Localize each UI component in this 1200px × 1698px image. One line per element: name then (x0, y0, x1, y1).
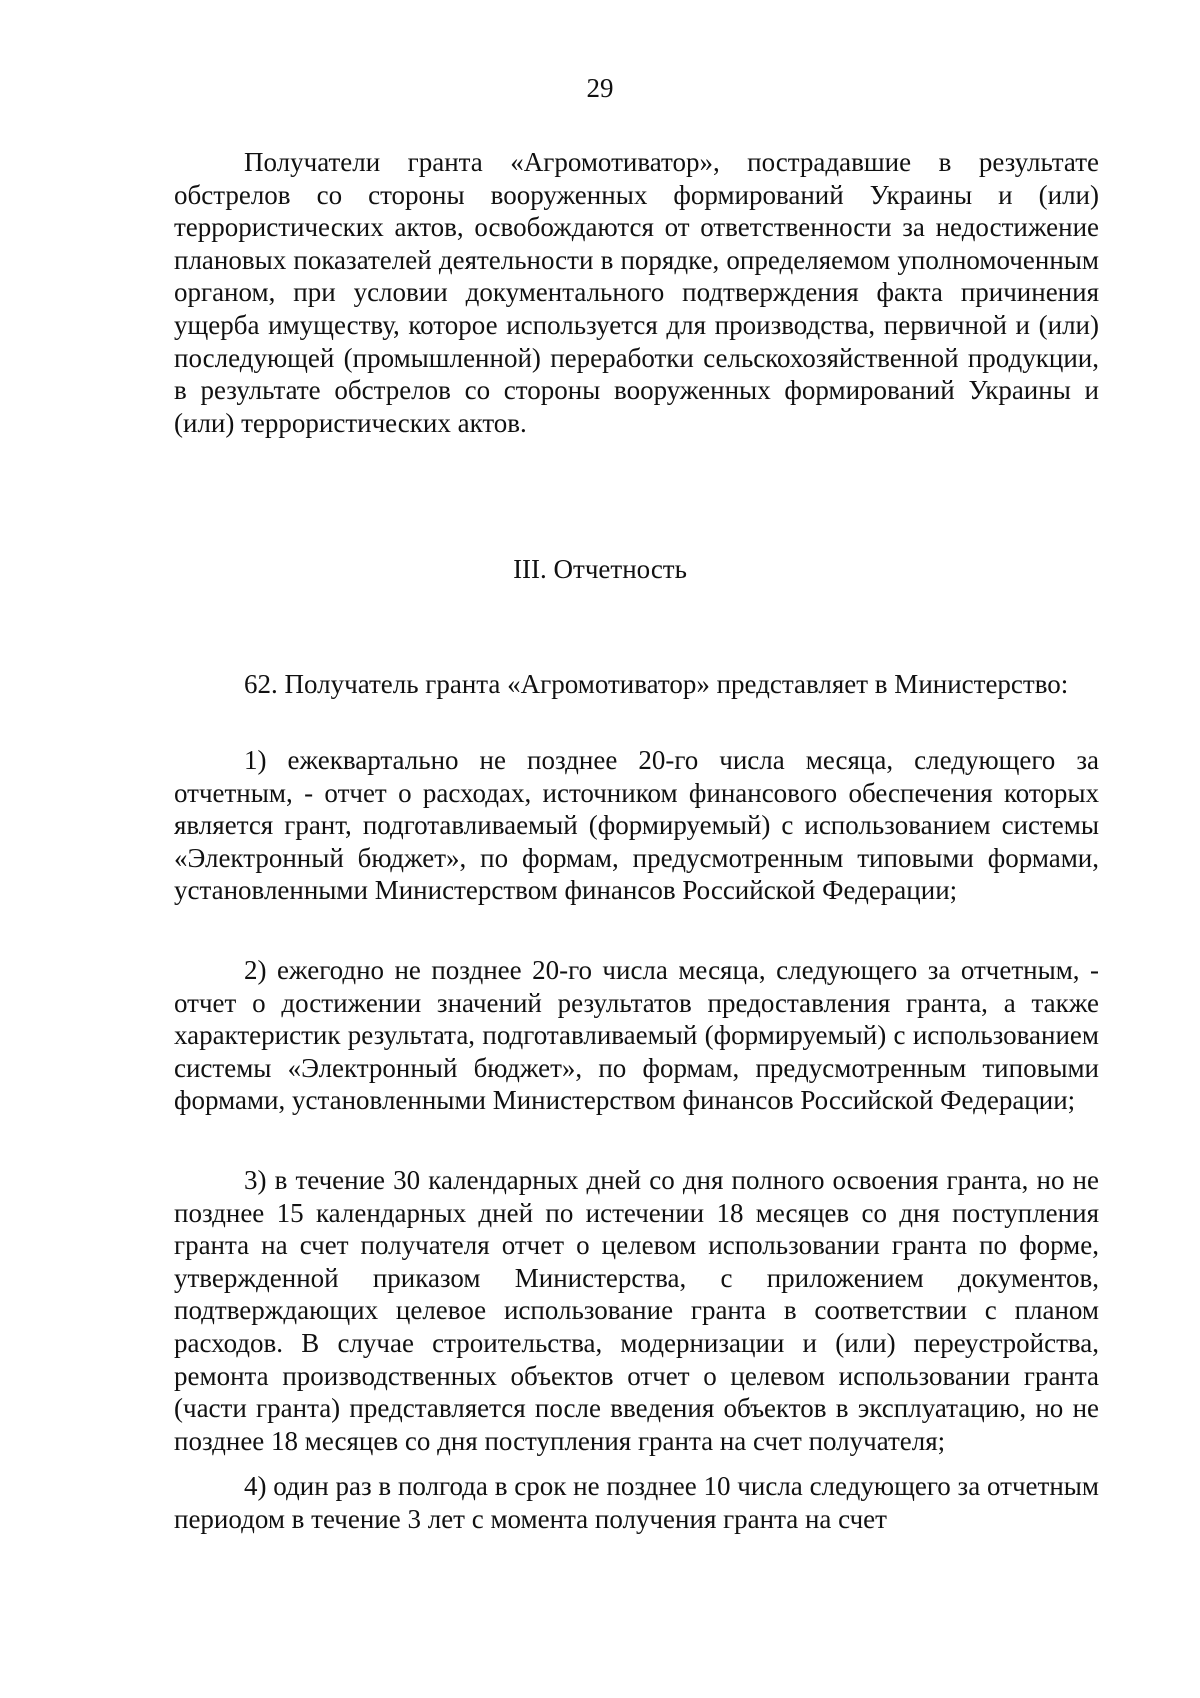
list-item-3-text: 3) в течение 30 календарных дней со дня полного освоения гранта, но не позднее 15 календарных дней по истечении 18 месяцев со дня поступления гранта на счет получателя отчет о целевом использовании гранта по форме, утвержденной приказом Министерства, с приложением документов, подтверждающих целевое использование гранта в соответствии с планом расходов. В случае строительства, модернизации и (или) переустройства, ремонта производственных объектов отчет о целевом использовании гранта (части гранта) представляется после введения объектов в эксплуатацию, но не позднее 18 месяцев со дня поступления гранта на счет получателя; (174, 1165, 1099, 1456)
list-item-4-text: 4) один раз в полгода в срок не позднее 10 числа следующего за отчетным периодом в течение 3 лет с момента получения гранта на счет (174, 1471, 1099, 1534)
clause-62-block (174, 668, 1099, 701)
intro-paragraph-block (174, 146, 1099, 439)
page-number: 29 (586, 73, 614, 103)
intro-paragraph: Получатели гранта «Агромотиватор», пострадавшие в результате обстрелов со стороны вооруженных формирований Украины и (или) террористических актов, освобождаются от ответственности за недостижение плановых показателей деятельности в порядке, определяемом уполномоченным органом, при условии документального подтверждения факта причинения ущерба имуществу, которое используется для производства, первичной и (или) последующей (промышленной) переработки сельскохозяйственной продукции, в результате обстрелов со стороны вооруженных формирований Украины и (или) террористических актов. (174, 147, 1099, 438)
list-item (174, 744, 1099, 907)
list-item-2-text: 2) ежегодно не позднее 20-го числа месяца, следующего за отчетным, - отчет о достижении значений результатов предоставления гранта, а также характеристик результата, подготавливаемый (формируемый) с использованием системы «Электронный бюджет», по формам, предусмотренным типовыми формами, установленными Министерством финансов Российской Федерации; (174, 955, 1099, 1116)
clause-62-paragraph: 62. Получатель гранта «Агромотиватор» представляет в Министерство: (244, 669, 1069, 699)
list-item (174, 1470, 1099, 1535)
list-item (174, 1164, 1099, 1457)
section-heading: III. Отчетность (513, 554, 687, 584)
list-item (174, 954, 1099, 1117)
list-item-1-text: 1) ежеквартально не позднее 20-го числа месяца, следующего за отчетным, - отчет о расходах, источником финансового обеспечения которых является грант, подготавливаемый (формируемый) с использованием системы «Электронный бюджет», по формам, предусмотренным типовыми формами, установленными Министерством финансов Российской Федерации; (174, 745, 1099, 906)
